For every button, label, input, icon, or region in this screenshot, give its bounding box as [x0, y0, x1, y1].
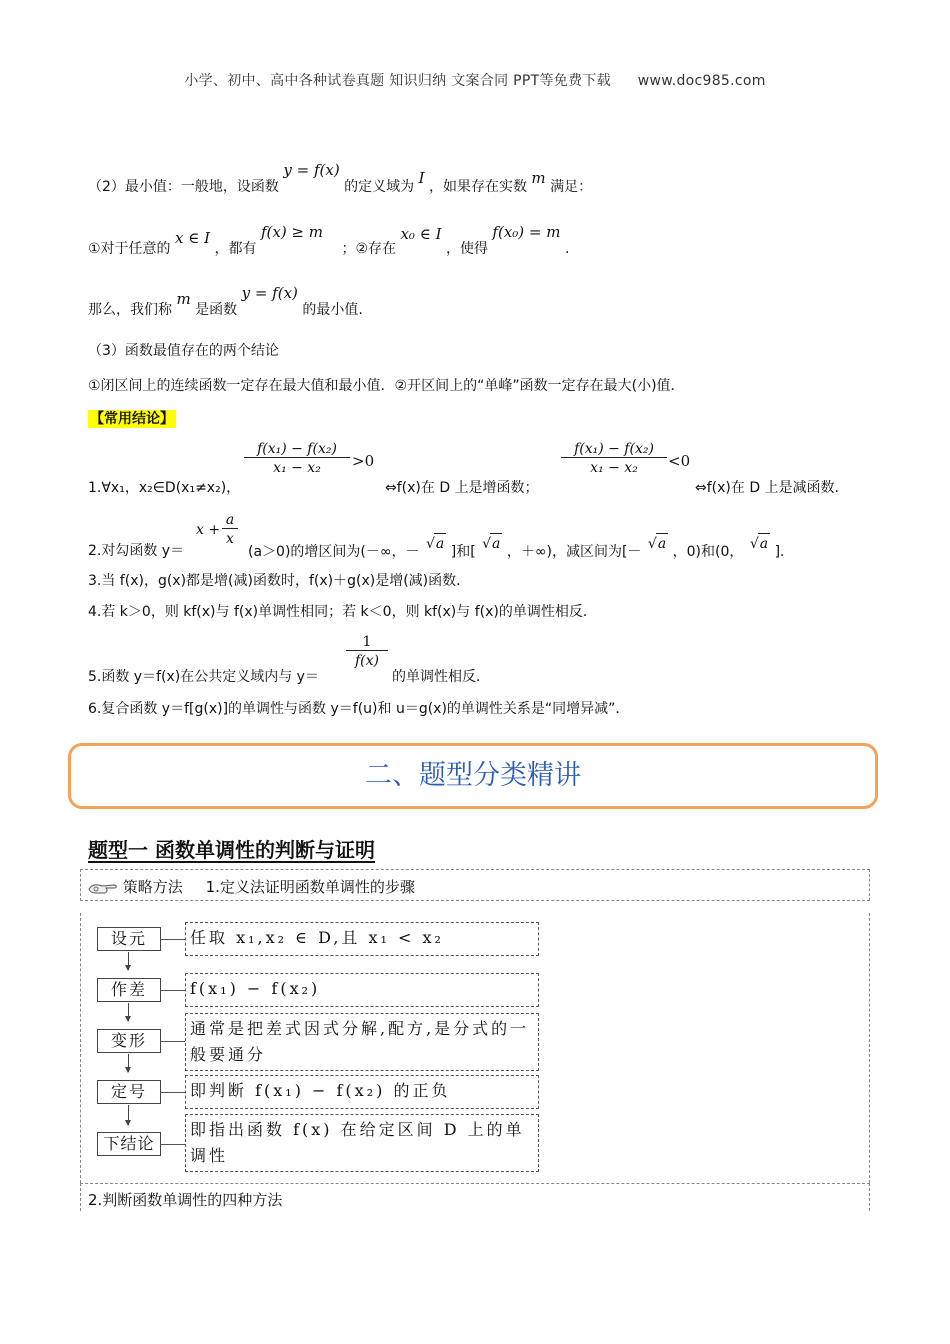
conclusion-2-b — [248, 536, 795, 562]
c2-text: (a＞0)的增区间为(－∞，－ — [248, 544, 420, 560]
min-def-text: ；②存在 — [341, 241, 397, 257]
min-def-text: 那么，我们称 — [88, 302, 172, 318]
math-domain: I — [418, 169, 425, 187]
strategy-step-title: 1.定义法证明函数单调性的步骤 — [205, 878, 415, 896]
conclusion-6: 6.复合函数 y＝f[g(x)]的单调性与函数 y＝f(u)和 u＝g(x)的单调性关系是“同增异减”． — [88, 701, 630, 717]
min-def-line-2 — [88, 223, 570, 259]
c2-text: ，0)和(0， — [672, 544, 744, 560]
less-than-zero: <0 — [668, 452, 691, 470]
c2-frac-left: x + — [196, 522, 221, 538]
sqrt-a: √ a — [490, 533, 502, 554]
min-def-text: 的定义域为 — [344, 179, 415, 195]
fraction-denominator: f(x) — [354, 653, 379, 669]
conclusion-3: 3.当 f(x)，g(x)都是增(减)函数时，f(x)＋g(x)是增(减)函数． — [88, 573, 471, 589]
conclusion-1-end: ⇔f(x)在 D 上是减函数． — [695, 480, 849, 496]
conclusion-3-title: （3）函数最值存在的两个结论 — [88, 343, 279, 359]
min-def-text: 是函数 — [195, 302, 238, 318]
fraction-denominator: x — [226, 531, 234, 547]
down-arrow-icon — [128, 1054, 129, 1072]
down-arrow-icon — [128, 1003, 129, 1021]
min-def-text: 满足： — [550, 179, 593, 195]
sqrt-a: √ a — [434, 533, 446, 554]
down-arrow-icon — [128, 1105, 129, 1125]
header-text: 小学、初中、高中各种试卷真题 知识归纳 文案合同 PPT等免费下载 — [184, 73, 611, 89]
fraction-numerator: 1 — [346, 634, 388, 651]
c2-text: ]． — [774, 544, 795, 560]
min-def-text: ，使得 — [445, 241, 488, 257]
conclusion-1-prefix: 1.∀x₁，x₂∈D(x₁≠x₂)， — [88, 480, 241, 496]
pointing-hand-icon — [88, 880, 118, 896]
step-2-desc: f(x₁) − f(x₂) — [185, 973, 539, 1007]
min-def-text: 的最小值. — [302, 302, 363, 318]
step-5-box: 下结论 — [97, 1132, 161, 1156]
fraction-numerator: f(x₁) − f(x₂) — [244, 441, 350, 458]
step-4-box: 定号 — [97, 1080, 161, 1104]
fraction-2 — [561, 441, 667, 476]
math-inequality: f(x) ≥ m — [260, 223, 323, 241]
highlight-label: 【常用结论】 — [90, 411, 174, 427]
step-5-desc: 即指出函数 f(x) 在给定区间 D 上的单调性 — [185, 1114, 539, 1172]
strategy-label: 策略方法 — [122, 878, 183, 896]
min-def-text: ①对于任意的 — [88, 241, 171, 257]
fraction-numerator: f(x₁) − f(x₂) — [561, 441, 667, 458]
step-3-desc: 通常是把差式因式分解,配方,是分式的一般要通分 — [185, 1013, 539, 1071]
connector — [161, 1092, 185, 1093]
math-func: y = f(x) — [283, 161, 340, 179]
section-banner: 二、题型分类精讲 — [68, 743, 878, 809]
conclusion-5-a: 5.函数 y＝f(x)在公共定义域内与 y＝ — [88, 669, 319, 685]
conclusion-1-mid: ⇔f(x)在 D 上是增函数； — [385, 480, 539, 496]
step-1-desc: 任取 x₁,x₂ ∈ D,且 x₁ < x₂ — [185, 922, 539, 956]
min-def-text: ，如果存在实数 — [428, 179, 527, 195]
page-header — [0, 70, 950, 90]
fraction-numerator: a — [222, 512, 238, 529]
math-m: m — [176, 290, 191, 308]
math-x-in-I: x ∈ I — [175, 229, 211, 247]
connector — [161, 1041, 185, 1042]
down-arrow-icon — [128, 952, 129, 970]
connector — [161, 1144, 185, 1145]
fraction-denominator: x₁ − x₂ — [590, 460, 638, 476]
step-2-box: 作差 — [97, 978, 161, 1002]
conclusion-4: 4.若 k＞0，则 kf(x)与 f(x)单调性相同；若 k＜0，则 kf(x)与 f(x)的单调性相反． — [88, 604, 597, 620]
fraction-1 — [244, 441, 350, 476]
math-equation: f(x₀) = m — [492, 223, 561, 241]
header-site-link[interactable]: www.doc985.com — [637, 73, 766, 89]
min-def-text: ，都有 — [214, 241, 257, 257]
c2-text: ，＋∞)，减区间为[－ — [506, 544, 642, 560]
c5-fraction — [346, 634, 388, 669]
fraction-denominator: x₁ − x₂ — [273, 460, 321, 476]
step-4-desc: 即判断 f(x₁) − f(x₂) 的正负 — [185, 1075, 539, 1109]
c2-fraction — [222, 512, 238, 547]
min-def-line-1 — [88, 161, 593, 197]
step-3-box: 变形 — [97, 1029, 161, 1053]
connector — [161, 990, 185, 991]
math-x0-in-I: x₀ ∈ I — [400, 225, 442, 243]
min-def-text: （2）最小值：一般地，设函数 — [88, 179, 279, 195]
conclusion-2-a: 2.对勾函数 y＝ — [88, 543, 185, 559]
common-conclusions-label — [88, 409, 176, 429]
sqrt-a: √ a — [656, 533, 668, 554]
sqrt-a: √ a — [758, 533, 770, 554]
type-1-title: 题型一 函数单调性的判断与证明 — [88, 838, 375, 862]
min-def-text: . — [564, 241, 570, 257]
connector — [161, 939, 185, 940]
conclusion-5-b: 的单调性相反． — [392, 669, 490, 685]
math-m: m — [531, 169, 546, 187]
greater-than-zero: >0 — [352, 452, 375, 470]
method-2-title: 2.判断函数单调性的四种方法 — [88, 1191, 283, 1209]
math-func: y = f(x) — [241, 284, 298, 302]
strategy-header — [88, 876, 415, 897]
conclusion-3-text: ①闭区间上的连续函数一定存在最大值和最小值．②开区间上的“单峰”函数一定存在最大(小)值． — [88, 378, 685, 394]
c2-text: ]和[ — [450, 544, 476, 560]
step-1-box: 设元 — [97, 927, 161, 951]
min-def-line-3 — [88, 284, 363, 320]
